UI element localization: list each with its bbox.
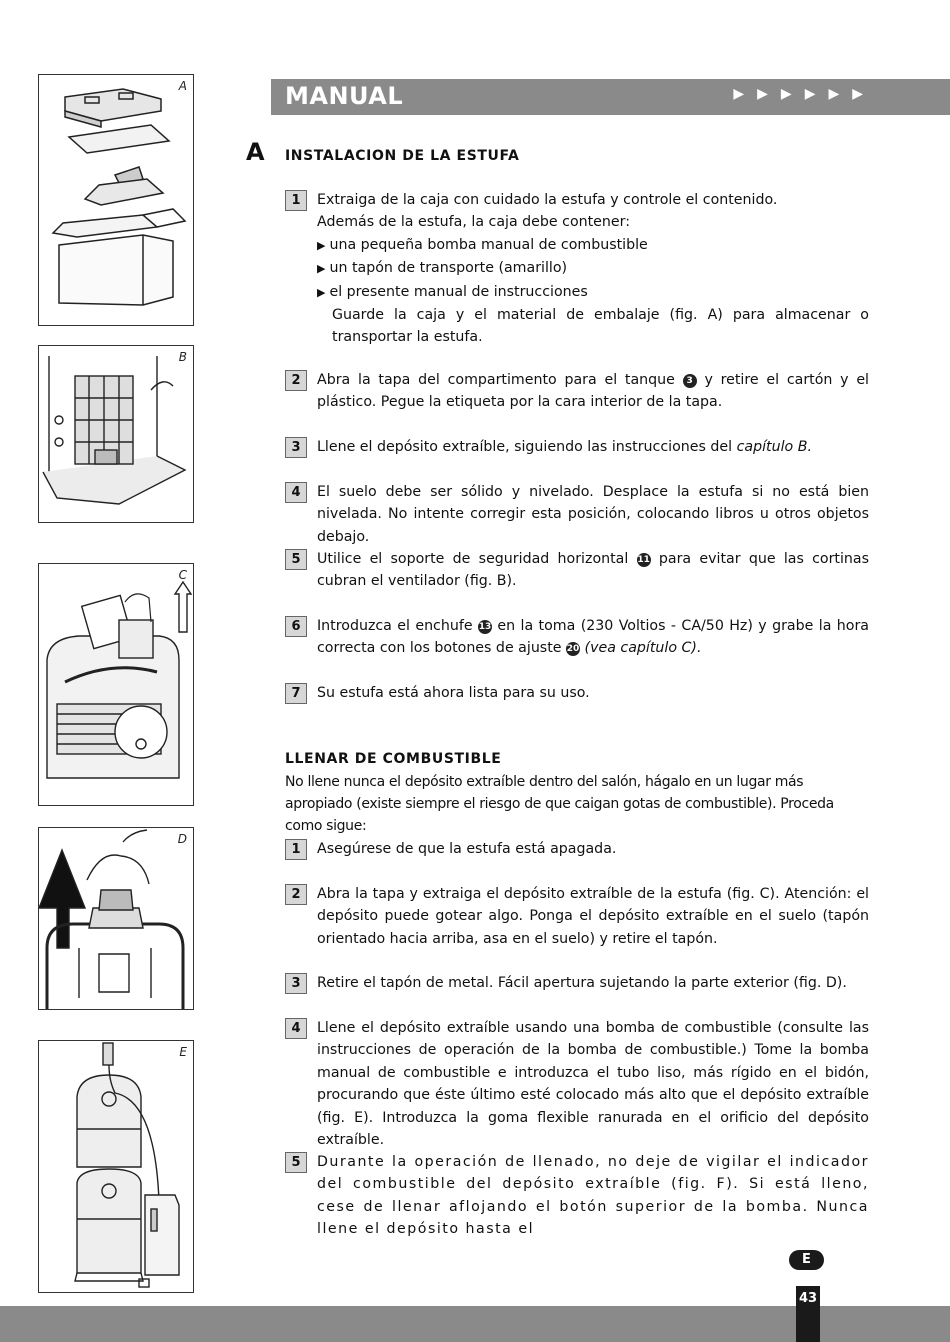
language-badge: E — [789, 1250, 824, 1270]
bullet-triangle-icon: ▶ — [317, 262, 326, 276]
install-step-2 — [285, 369, 869, 414]
step-text: Abra la tapa del compartimento para el tanque 3 y retire el cartón y el plástico. Pegue la etiqueta por la cara interior de la tapa. — [317, 372, 870, 411]
step-number: 2 — [285, 884, 307, 905]
step-number: 1 — [285, 190, 307, 211]
install-step-3 — [285, 436, 869, 458]
fuel-step-5 — [285, 1151, 869, 1241]
bullet-triangle-icon: ▶ — [317, 238, 326, 252]
section-heading-installation: INSTALACION DE LA ESTUFA — [285, 148, 520, 164]
step-text: Retire el tapón de metal. Fácil apertura sujetando la parte exterior (fig. D). — [317, 975, 847, 991]
figure-b — [38, 345, 194, 523]
step-text: Abra la tapa y extraiga el depósito extraíble de la estufa (fig. C). Atención: el depósito puede gotear algo. Ponga el depósito extraíble en el suelo (tapón orientado hacia arriba, asa en el suelo) y retire el tapón. — [317, 886, 869, 947]
tank-cap-unscrew-illustration — [39, 828, 193, 1009]
step-number: 2 — [285, 370, 307, 391]
figure-label: C — [178, 568, 187, 582]
bullet-triangle-icon: ▶ — [317, 285, 326, 299]
figure-label: B — [178, 350, 187, 364]
step-text: Durante la operación de llenado, no deje de vigilar el indicador del combustible del depósito extraíble (fig. F). Si está lleno, cese de llenar aflojando el botón superior de la bomba. Nunca llene el depósito hasta el — [317, 1154, 869, 1238]
step-text: Su estufa está ahora lista para su uso. — [317, 685, 590, 701]
part-reference-badge: 11 — [637, 555, 650, 565]
packing-box-illustration — [39, 75, 193, 325]
banner-title: MANUAL — [285, 82, 404, 110]
figure-e — [38, 1040, 194, 1293]
fuel-pump-illustration — [39, 1041, 193, 1292]
figure-label: D — [177, 832, 187, 846]
figure-label: E — [179, 1045, 187, 1059]
content-list-item: ▶ un tapón de transporte (amarillo) — [317, 260, 568, 277]
step-number: 4 — [285, 482, 307, 503]
part-reference-badge: 13 — [478, 622, 492, 632]
step-number: 1 — [285, 839, 307, 860]
heater-tank-removal-illustration — [39, 564, 193, 805]
step-number: 4 — [285, 1018, 307, 1039]
manual-banner — [271, 79, 950, 115]
install-step-1 — [285, 189, 869, 349]
fuel-step-3 — [285, 972, 869, 994]
step-text: Llene el depósito extraíble, siguiendo las instrucciones del capítulo B. — [317, 439, 812, 455]
banner-arrows-icon: ▶▶▶▶▶▶ — [733, 86, 876, 102]
fuel-step-1 — [285, 838, 869, 860]
step-number: 7 — [285, 683, 307, 704]
figure-c — [38, 563, 194, 806]
step-text: Extraiga de la caja con cuidado la estufa y controle el contenido. Además de la estufa, la caja debe contener: ▶ una pequeña bomba manual de combustible ▶ un tapón de transporte (amarillo) ▶ el presente manual de instrucciones Guarde la caja y el material de embalaje (fig. A) para almacenar o transportar la estufa. — [317, 192, 869, 346]
figure-a — [38, 74, 194, 326]
fuel-step-2 — [285, 883, 869, 950]
step-number: 5 — [285, 549, 307, 570]
step-text: Utilice el soporte de seguridad horizontal 11 para evitar que las cortinas cubran el ventilador (fig. B). — [317, 551, 870, 590]
page-number: 43 — [796, 1286, 820, 1342]
step-number: 5 — [285, 1152, 307, 1173]
heater-rear-panel-illustration — [39, 346, 193, 522]
install-step-6 — [285, 615, 869, 660]
step-number: 3 — [285, 437, 307, 458]
step-text: Introduzca el enchufe 13 en la toma (230 Voltios - CA/50 Hz) y grabe la hora correcta con los botones de ajuste 20 (vea capítulo C). — [317, 618, 869, 657]
install-step-5 — [285, 548, 869, 593]
section-heading-fuel: LLENAR DE COMBUSTIBLE — [285, 751, 502, 767]
step-text: El suelo debe ser sólido y nivelado. Desplace la estufa si no está bien nivelada. No intente corregir esta posición, colocando libros u otros objetos debajo. — [317, 484, 869, 545]
content-list-item: ▶ una pequeña bomba manual de combustible — [317, 236, 648, 253]
step-text: Llene el depósito extraíble usando una bomba de combustible (consulte las instrucciones de operación de la bomba de combustible.) Tome la bomba manual de combustible e introduzca el tubo liso, más rígido en el bidón, procurando que éste último esté colocado más alto que el depósito extraíble (fig. E). Introduzca la goma flexible ranurada en el orificio del depósito extraíble. — [317, 1020, 869, 1149]
figure-label: A — [178, 79, 187, 93]
step-text: Asegúrese de que la estufa está apagada. — [317, 841, 617, 857]
step-number: 3 — [285, 973, 307, 994]
step-number: 6 — [285, 616, 307, 637]
content-list-item: ▶ el presente manual de instrucciones — [317, 283, 588, 300]
section-letter: A — [246, 138, 265, 166]
fuel-step-4 — [285, 1017, 869, 1151]
install-step-7 — [285, 682, 869, 704]
section-intro: No llene nunca el depósito extraíble dentro del salón, hágalo en un lugar más apropiado (existe siempre el riesgo de que caigan gotas de combustible). Proceda como sigue: — [285, 774, 834, 834]
part-reference-badge: 3 — [683, 374, 697, 388]
figure-d — [38, 827, 194, 1010]
part-reference-badge: 20 — [566, 644, 580, 655]
install-step-4 — [285, 481, 869, 548]
